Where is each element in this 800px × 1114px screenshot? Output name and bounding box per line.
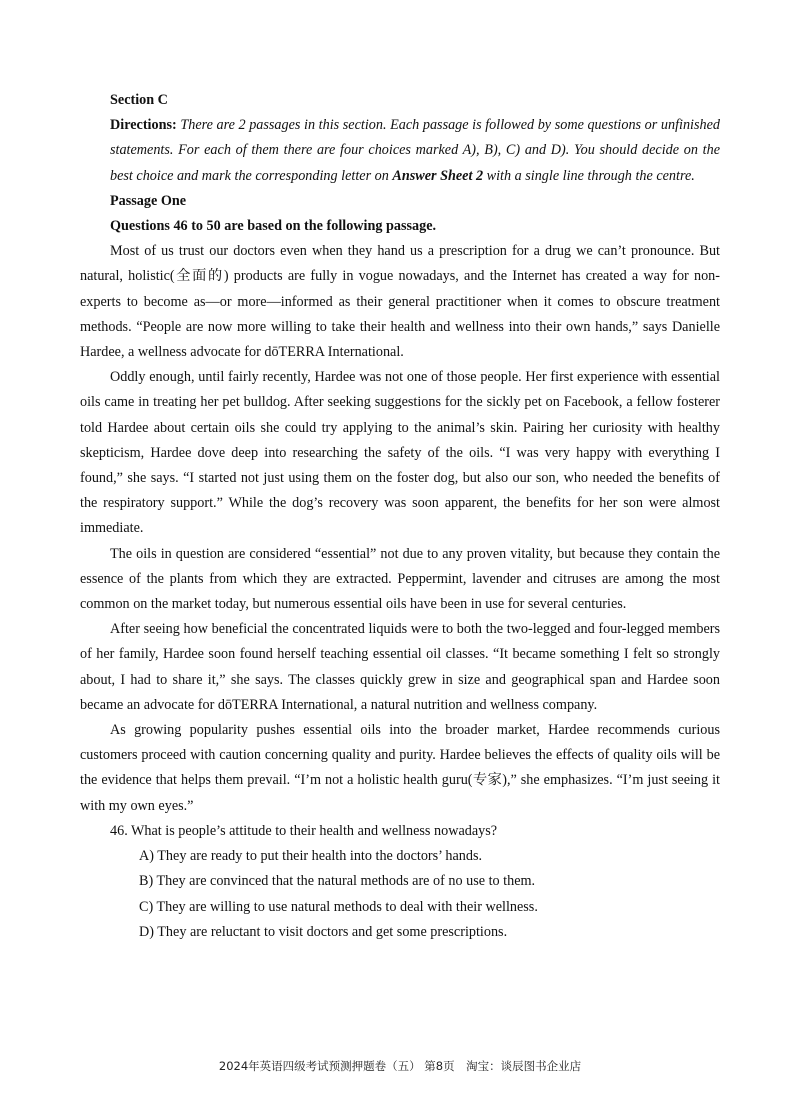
paragraph: Oddly enough, until fairly recently, Hardee was not one of those people. Her first experience with essential oils came in treating her pet bulldog. After seeking suggestions for the sickly pet on Facebook, a fellow fosterer told Hardee about certain oils she could try applying to the animal’s skin. Pairing her curiosity with healthy skepticism, Hardee dove deep into researching the safety of the oils. “I was very happy with everything I found,” she says. “I started not just using them on the foster dog, but also our son, who needed the benefits of the respiratory support.” While the dog’s recovery was soon apparent, the benefits for her son were almost immediate. xyxy=(80,369,720,537)
directions-label: Directions xyxy=(110,117,172,134)
option-d: D) They are reluctant to visit doctors and get some prescriptions. xyxy=(139,923,508,940)
page-footer: 2024年英语四级考试预测押题卷（五） 第8页 淘宝：谈辰图书企业店 xyxy=(218,1059,582,1073)
paragraph: The oils in question are considered “essential” not due to any proven vitality, but because they contain the essence of the plants from which they are extracted. Peppermint, lavender and citruses are among the most common on the market today, but numerous essential oils have been in use for several centuries. xyxy=(80,545,720,613)
paragraph: As growing popularity pushes essential oils into the broader market, Hardee recommends curious customers proceed with caution concerning quality and purity. Hardee believes the effects of quality oils will be the evidence that helps them prevail. “I’m not a holistic health guru(专家),” she emphasizes. “I’m just seeing it with my own eyes.” xyxy=(80,722,720,814)
passage-title: Passage One xyxy=(110,192,187,209)
section-title: Section C xyxy=(110,92,168,108)
paragraph: Most of us trust our doctors even when they hand us a prescription for a drug we can’t pronounce. But natural, holistic(全面的) products are fully in vogue nowadays, and the Internet has created a way for non-experts to become as—or more—informed as their general practitioner when it comes to obscure treatment methods. “People are now more willing to take their health and wellness into their own hands,” says Danielle Hardee, a wellness advocate for dōTERRA International. xyxy=(80,243,720,361)
question-46: 46. What is people’s attitude to their health and wellness nowadays? xyxy=(110,822,498,839)
option-a: A) They are ready to put their health into the doctors’ hands. xyxy=(139,848,483,865)
directions xyxy=(110,113,720,189)
paragraph: After seeing how beneficial the concentrated liquids were to both the two-legged and four-legged members of her family, Hardee soon found herself teaching essential oil classes. “It became something I felt so strongly about, I had to share it,” she says. The classes quickly grew in size and geographical span and Hardee soon became an advocate for dōTERRA International, a natural nutrition and wellness company. xyxy=(80,621,720,713)
directions-text-1: There are 2 passages in this section. Each passage is followed by some questions or unfinished statements. For each of them there are four choices marked A), B), C) and D). You should decide on the best choice and mark the corresponding letter on xyxy=(110,117,720,184)
answer-sheet-label: Answer Sheet 2 xyxy=(392,167,484,184)
questions-intro: Questions 46 to 50 are based on the following passage. xyxy=(110,218,437,235)
option-c: C) They are willing to use natural methods to deal with their wellness. xyxy=(139,898,538,915)
exam-page xyxy=(80,88,720,945)
directions-colon: : xyxy=(172,117,177,134)
directions-text-2: with a single line through the centre. xyxy=(483,167,695,184)
option-b: B) They are convinced that the natural methods are of no use to them. xyxy=(139,873,536,890)
